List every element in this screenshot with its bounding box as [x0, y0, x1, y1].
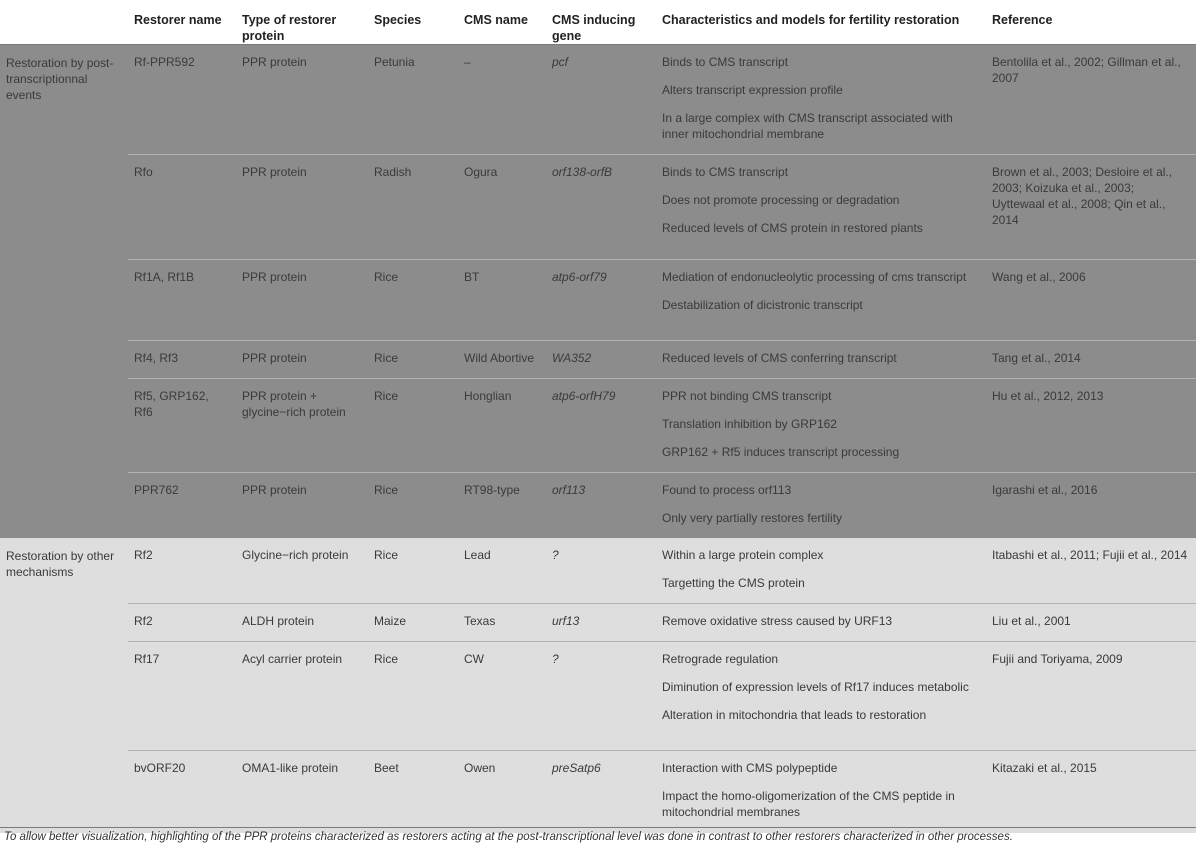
cms-name: Ogura [458, 155, 546, 260]
characteristics [656, 155, 986, 260]
reference: Wang et al., 2006 [986, 260, 1196, 341]
cms-gene: orf138-orfB [546, 155, 656, 260]
restorer-type: PPR protein [236, 155, 368, 260]
reference: Tang et al., 2014 [986, 341, 1196, 379]
species: Rice [368, 642, 458, 751]
cms-gene: ? [546, 642, 656, 751]
table-row [0, 473, 1196, 539]
species: Maize [368, 604, 458, 642]
characteristic-item: Mediation of endonucleolytic processing of cms transcript [662, 270, 967, 284]
characteristic-item: Within a large protein complex [662, 548, 824, 562]
species: Rice [368, 260, 458, 341]
cms-gene: ? [546, 538, 656, 604]
restorer-type: PPR protein [236, 260, 368, 341]
cms-gene: pcf [546, 45, 656, 155]
characteristic-item: Reduced levels of CMS conferring transcript [662, 351, 897, 365]
reference: Kitazaki et al., 2015 [986, 751, 1196, 833]
reference: Liu et al., 2001 [986, 604, 1196, 642]
restorer-name: Rf2 [128, 538, 236, 604]
table-row [0, 751, 1196, 833]
header-cms-gene: CMS inducing gene [546, 0, 656, 45]
table-row [0, 379, 1196, 473]
restorer-type: PPR protein [236, 473, 368, 539]
restorer-name: bvORF20 [128, 751, 236, 833]
characteristic-item: Interaction with CMS polypeptide [662, 761, 838, 775]
cms-name: CW [458, 642, 546, 751]
restorer-type: OMA1-like protein [236, 751, 368, 833]
characteristics [656, 538, 986, 604]
group-label-post-transcriptional: Restoration by post-transcriptionnal events [0, 45, 128, 539]
table-row [0, 155, 1196, 260]
restorer-type: ALDH protein [236, 604, 368, 642]
cms-gene: preSatp6 [546, 751, 656, 833]
characteristic-item: Retrograde regulation [662, 652, 779, 666]
table-footnote: To allow better visualization, highlighting of the PPR proteins characterized as restorers acting at the post-transcriptional level was done in contrast to other restorers characterized in other processes. [4, 831, 1013, 843]
characteristics [656, 604, 986, 642]
restorer-name: Rf4, Rf3 [128, 341, 236, 379]
header-col0 [0, 0, 128, 45]
characteristics [656, 642, 986, 751]
cms-name: BT [458, 260, 546, 341]
reference: Hu et al., 2012, 2013 [986, 379, 1196, 473]
cms-name: Texas [458, 604, 546, 642]
characteristics [656, 45, 986, 155]
characteristic-item: Impact the homo-oligomerization of the CMS peptide in mitochondrial membranes [662, 789, 955, 819]
header-restorer-name: Restorer name [128, 0, 236, 45]
restorer-name: Rf1A, Rf1B [128, 260, 236, 341]
characteristic-item: Binds to CMS transcript [662, 165, 789, 179]
characteristic-item: Does not promote processing or degradation [662, 193, 900, 207]
species: Rice [368, 473, 458, 539]
header-restorer-type: Type of restorer protein [236, 0, 368, 45]
table-row [0, 45, 1196, 155]
header-species: Species [368, 0, 458, 45]
cms-name: Honglian [458, 379, 546, 473]
restorer-type: PPR protein [236, 341, 368, 379]
characteristic-item: Alters transcript expression profile [662, 83, 843, 97]
table-row [0, 260, 1196, 341]
species: Petunia [368, 45, 458, 155]
restorer-type: PPR protein [236, 45, 368, 155]
group-label-other-mechanisms: Restoration by other mechanisms [0, 538, 128, 833]
characteristic-item: Only very partially restores fertility [662, 511, 843, 525]
table-bottom-rule [0, 827, 1196, 828]
characteristic-item: Destabilization of dicistronic transcript [662, 298, 863, 312]
characteristics [656, 260, 986, 341]
restorer-name: Rf2 [128, 604, 236, 642]
cms-gene: atp6-orf79 [546, 260, 656, 341]
characteristic-item: Targetting the CMS protein [662, 576, 805, 590]
characteristics [656, 751, 986, 833]
cms-name: Lead [458, 538, 546, 604]
characteristic-item: GRP162 + Rf5 induces transcript processing [662, 445, 900, 459]
reference: Fujii and Toriyama, 2009 [986, 642, 1196, 751]
cms-gene: orf113 [546, 473, 656, 539]
restorer-name: PPR762 [128, 473, 236, 539]
species: Beet [368, 751, 458, 833]
header-row [0, 0, 1196, 45]
species: Radish [368, 155, 458, 260]
reference: Brown et al., 2003; Desloire et al., 2003; Koizuka et al., 2003; Uyttewaal et al., 2008; Qin et al., 2014 [986, 155, 1196, 260]
header-reference: Reference [986, 0, 1196, 45]
reference: Itabashi et al., 2011; Fujii et al., 2014 [986, 538, 1196, 604]
table-row [0, 604, 1196, 642]
cms-name: RT98-type [458, 473, 546, 539]
restorer-name: Rf5, GRP162, Rf6 [128, 379, 236, 473]
characteristic-item: Diminution of expression levels of Rf17 induces metabolic [662, 680, 969, 694]
reference: Igarashi et al., 2016 [986, 473, 1196, 539]
header-characteristics: Characteristics and models for fertility restoration [656, 0, 986, 45]
characteristic-item: Remove oxidative stress caused by URF13 [662, 614, 893, 628]
table-row [0, 642, 1196, 751]
characteristic-item: In a large complex with CMS transcript associated with inner mitochondrial membrane [662, 111, 953, 141]
table-row [0, 341, 1196, 379]
cms-gene: urf13 [546, 604, 656, 642]
characteristic-item: Alteration in mitochondria that leads to restoration [662, 708, 927, 722]
cms-gene: WA352 [546, 341, 656, 379]
species: Rice [368, 379, 458, 473]
restorer-type: PPR protein + glycine−rich protein [236, 379, 368, 473]
characteristics [656, 379, 986, 473]
characteristic-item: Binds to CMS transcript [662, 55, 789, 69]
cms-name: Owen [458, 751, 546, 833]
characteristics [656, 473, 986, 539]
table-row [0, 538, 1196, 604]
characteristic-item: Reduced levels of CMS protein in restored plants [662, 221, 923, 235]
characteristic-item: PPR not binding CMS transcript [662, 389, 832, 403]
reference: Bentolila et al., 2002; Gillman et al., 2007 [986, 45, 1196, 155]
characteristic-item: Translation inhibition by GRP162 [662, 417, 837, 431]
cms-name: Wild Abortive [458, 341, 546, 379]
species: Rice [368, 538, 458, 604]
cms-gene: atp6-orfH79 [546, 379, 656, 473]
restorer-name: Rf17 [128, 642, 236, 751]
restorer-type: Glycine−rich protein [236, 538, 368, 604]
restorer-type: Acyl carrier protein [236, 642, 368, 751]
characteristic-item: Found to process orf113 [662, 483, 792, 497]
header-cms-name: CMS name [458, 0, 546, 45]
characteristics [656, 341, 986, 379]
cms-name: – [458, 45, 546, 155]
restorer-name: Rf-PPR592 [128, 45, 236, 155]
species: Rice [368, 341, 458, 379]
restorer-name: Rfo [128, 155, 236, 260]
